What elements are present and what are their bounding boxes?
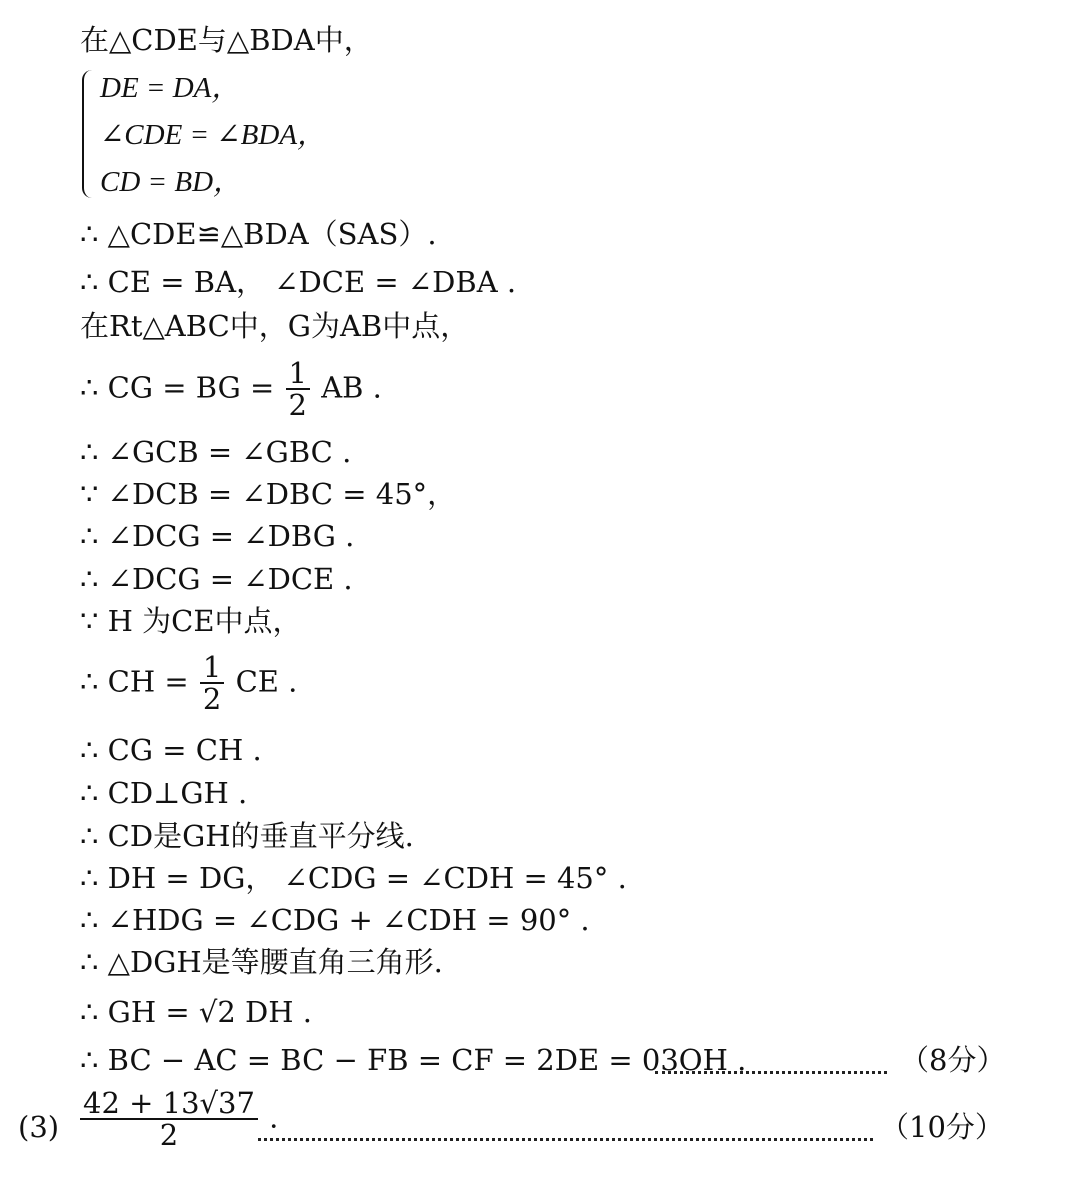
proof-line-midpoint-g: 在Rt△ABC中，G为AB中点，	[80, 309, 470, 343]
ch-tail: CE .	[235, 664, 298, 699]
fraction-denominator: 2	[202, 682, 222, 717]
answer-denominator: 2	[159, 1118, 179, 1153]
proof-line-hdg: ∴ ∠HDG = ∠CDG + ∠CDH = 90° .	[80, 903, 590, 937]
fraction-denominator: 2	[288, 388, 307, 423]
proof-line-perpendicular: ∴ CD⊥GH .	[80, 776, 248, 810]
proof-line-final: ∴ BC − AC = BC − FB = CF = 2DE = 03OH .	[80, 1043, 747, 1077]
proof-line-ce-ba: ∴ CE = BA， ∠DCE = ∠DBA .	[80, 265, 517, 299]
proof-line-gcb: ∴ ∠GCB = ∠GBC .	[80, 435, 352, 469]
proof-line-1: 在△CDE与△BDA中，	[80, 23, 373, 57]
fraction-numerator: 1	[200, 652, 224, 684]
gh-text: ∴ GH =	[80, 995, 190, 1029]
answer-fraction	[80, 1088, 258, 1151]
leader-dots-10	[258, 1138, 873, 1141]
proof-line-midpoint-h: ∵ H 为CE中点，	[80, 604, 302, 638]
proof-line-dcg-dbg: ∴ ∠DCG = ∠DBG .	[80, 519, 355, 553]
condition-2: ∠CDE = ∠BDA，	[100, 119, 327, 151]
cg-bg-tail: AB .	[321, 370, 382, 405]
proof-line-ch	[80, 652, 297, 715]
proof-line-dh-dg: ∴ DH = DG， ∠CDG = ∠CDH = 45° .	[80, 861, 627, 895]
proof-line-cg-bg	[80, 358, 382, 421]
part3-label: (3)	[18, 1110, 60, 1144]
score-10: （10分）	[880, 1110, 1004, 1144]
proof-line-cg-ch: ∴ CG = CH .	[80, 733, 262, 767]
gh-tail: DH .	[245, 995, 313, 1029]
fraction-half-2	[200, 652, 224, 715]
proof-line-dcg-dce: ∴ ∠DCG = ∠DCE .	[80, 562, 353, 596]
proof-line-dcb: ∵ ∠DCB = ∠DBC = 45°，	[80, 477, 457, 511]
proof-line-congruent: ∴ △CDE≌△BDA（SAS）.	[80, 217, 437, 251]
proof-line-bisector: ∴ CD是GH的垂直平分线.	[80, 819, 414, 853]
proof-line-gh	[80, 994, 312, 1030]
part3-answer	[78, 1088, 278, 1151]
leader-dots-8	[655, 1071, 887, 1074]
answer-numerator: 42 + 13√37	[80, 1088, 258, 1120]
fraction-half	[286, 358, 310, 421]
fraction-numerator: 1	[286, 358, 310, 390]
sqrt-two: √2	[198, 995, 236, 1029]
answer-trail: .	[269, 1100, 279, 1135]
proof-line-isosceles: ∴ △DGH是等腰直角三角形.	[80, 945, 443, 979]
system-brace	[82, 70, 98, 198]
ch-text: ∴ CH =	[80, 664, 189, 699]
condition-3: CD = BD，	[100, 166, 243, 198]
condition-1: DE = DA，	[100, 72, 241, 104]
score-8: （8分）	[900, 1043, 1006, 1077]
cg-bg-text: ∴ CG = BG =	[80, 370, 275, 405]
